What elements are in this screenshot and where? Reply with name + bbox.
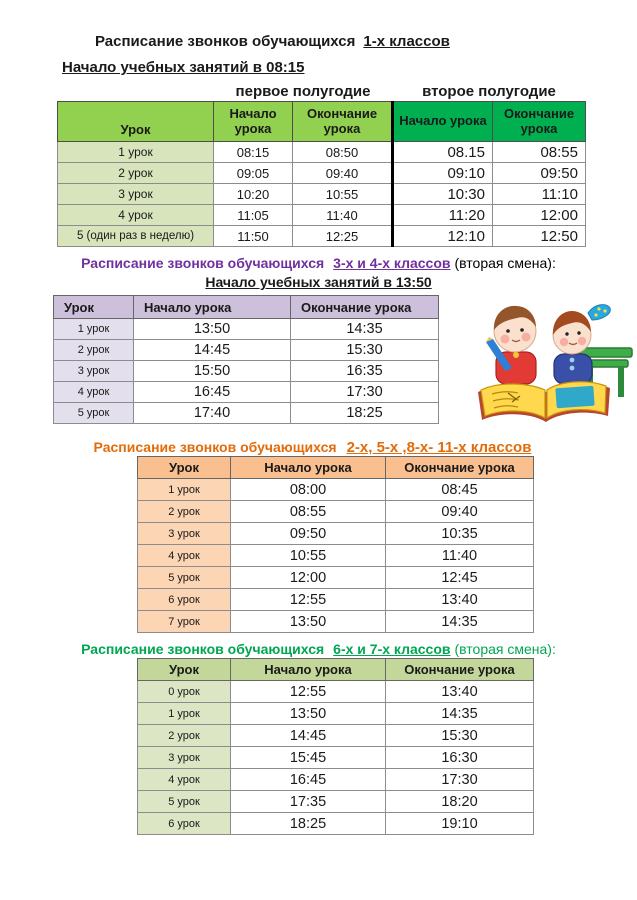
table-row <box>54 319 439 340</box>
section2-title-prefix: Расписание звонков обучающихся <box>81 255 325 271</box>
lesson-label: 3 урок <box>138 747 231 769</box>
time-cell: 09:50 <box>493 163 586 184</box>
lesson-label: 3 урок <box>58 184 214 205</box>
lesson-label: 2 урок <box>138 501 231 523</box>
lesson-label: 4 урок <box>138 545 231 567</box>
first-halfyear-label: первое полугодие <box>235 83 371 100</box>
col-header-lesson: Урок <box>138 457 231 479</box>
section4-title-classes: 6-х и 7-х классов <box>333 641 451 657</box>
col-header-end-h2: Окончание урока <box>493 102 586 142</box>
table-row <box>138 813 534 835</box>
lesson-label: 1 урок <box>138 479 231 501</box>
time-cell: 10:55 <box>293 184 393 205</box>
girl-figure <box>553 305 610 384</box>
lesson-label: 3 урок <box>138 523 231 545</box>
table-row <box>138 611 534 633</box>
table-row <box>54 403 439 424</box>
lesson-label: 6 урок <box>138 813 231 835</box>
time-cell: 15:30 <box>386 725 534 747</box>
grade2-5-8-11-schedule-table <box>137 456 534 633</box>
col-header-end: Окончание урока <box>386 457 534 479</box>
time-cell: 08:15 <box>214 142 293 163</box>
section2-subtitle: Начало учебных занятий в 13:50 <box>205 274 432 290</box>
col-header-end-h1: Окончание урока <box>293 102 393 142</box>
col-header-start-h2: Начало урока <box>393 102 493 142</box>
time-cell: 11:40 <box>386 545 534 567</box>
table-row <box>138 589 534 611</box>
time-cell: 08:50 <box>293 142 393 163</box>
time-cell: 12:50 <box>493 226 586 247</box>
section1-title <box>95 33 450 50</box>
lesson-label: 4 урок <box>54 382 134 403</box>
time-cell: 13:40 <box>386 681 534 703</box>
table-row <box>58 163 586 184</box>
section2-title <box>40 255 597 271</box>
time-cell: 18:25 <box>291 403 439 424</box>
lesson-label: 5 урок <box>138 791 231 813</box>
lesson-label: 2 урок <box>58 163 214 184</box>
table-header-row <box>54 296 439 319</box>
time-cell: 11:50 <box>214 226 293 247</box>
section4-title-suffix: (вторая смена): <box>454 641 556 657</box>
table-row <box>138 703 534 725</box>
table-row <box>54 382 439 403</box>
time-cell: 08:00 <box>231 479 386 501</box>
time-cell: 18:20 <box>386 791 534 813</box>
time-cell: 17:40 <box>134 403 291 424</box>
time-cell: 14:35 <box>386 703 534 725</box>
section1-subtitle: Начало учебных занятий в 08:15 <box>62 59 305 76</box>
table-header-row <box>138 457 534 479</box>
col-header-start: Начало урока <box>231 659 386 681</box>
col-header-lesson: Урок <box>54 296 134 319</box>
time-cell: 16:35 <box>291 361 439 382</box>
time-cell: 12:00 <box>231 567 386 589</box>
time-cell: 10:20 <box>214 184 293 205</box>
table-row <box>58 226 586 247</box>
table-header-row <box>138 659 534 681</box>
time-cell: 09:40 <box>293 163 393 184</box>
time-cell: 11:40 <box>293 205 393 226</box>
col-header-lesson: Урок <box>138 659 231 681</box>
table-row <box>138 725 534 747</box>
time-cell: 17:30 <box>386 769 534 791</box>
time-cell: 12:55 <box>231 681 386 703</box>
lesson-label: 2 урок <box>54 340 134 361</box>
table-row <box>54 361 439 382</box>
time-cell: 18:25 <box>231 813 386 835</box>
table-header-row <box>58 102 586 142</box>
col-header-end: Окончание урока <box>291 296 439 319</box>
time-cell: 08:45 <box>386 479 534 501</box>
lesson-label: 3 урок <box>54 361 134 382</box>
time-cell: 15:45 <box>231 747 386 769</box>
col-header-end: Окончание урока <box>386 659 534 681</box>
lesson-label: 1 урок <box>58 142 214 163</box>
lesson-label: 4 урок <box>58 205 214 226</box>
lesson-label: 7 урок <box>138 611 231 633</box>
time-cell: 19:10 <box>386 813 534 835</box>
time-cell: 16:45 <box>134 382 291 403</box>
lesson-label: 1 урок <box>138 703 231 725</box>
lesson-label: 5 урок <box>138 567 231 589</box>
hair-bow-icon <box>588 305 610 320</box>
time-cell: 09:05 <box>214 163 293 184</box>
table-row <box>138 791 534 813</box>
table-row <box>138 769 534 791</box>
time-cell: 16:30 <box>386 747 534 769</box>
table-row <box>138 501 534 523</box>
time-cell: 08.15 <box>393 142 493 163</box>
col-header-start: Начало урока <box>134 296 291 319</box>
col-header-start-h1: Начало урока <box>214 102 293 142</box>
open-book-icon <box>478 382 610 422</box>
section4-title-prefix: Расписание звонков обучающихся <box>81 641 325 657</box>
lesson-label: 2 урок <box>138 725 231 747</box>
time-cell: 12:45 <box>386 567 534 589</box>
grade3-4-schedule-table <box>53 295 439 424</box>
time-cell: 12:00 <box>493 205 586 226</box>
time-cell: 13:50 <box>231 703 386 725</box>
time-cell: 10:30 <box>393 184 493 205</box>
grade1-schedule-table <box>57 101 586 247</box>
time-cell: 14:35 <box>291 319 439 340</box>
boy-figure <box>486 306 536 384</box>
time-cell: 14:35 <box>386 611 534 633</box>
time-cell: 10:35 <box>386 523 534 545</box>
time-cell: 16:45 <box>231 769 386 791</box>
time-cell: 11:05 <box>214 205 293 226</box>
table-row <box>138 545 534 567</box>
table-row <box>58 205 586 226</box>
table-row <box>58 142 586 163</box>
section1-title-classes: 1-х классов <box>363 33 450 50</box>
time-cell: 15:30 <box>291 340 439 361</box>
col-header-lesson: Урок <box>58 102 214 142</box>
time-cell: 09:40 <box>386 501 534 523</box>
lesson-label: 6 урок <box>138 589 231 611</box>
col-header-start: Начало урока <box>231 457 386 479</box>
time-cell: 14:45 <box>231 725 386 747</box>
time-cell: 09:10 <box>393 163 493 184</box>
table-row <box>58 184 586 205</box>
lesson-label: 4 урок <box>138 769 231 791</box>
time-cell: 17:35 <box>231 791 386 813</box>
time-cell: 10:55 <box>231 545 386 567</box>
time-cell: 17:30 <box>291 382 439 403</box>
time-cell: 08:55 <box>493 142 586 163</box>
table-row <box>54 340 439 361</box>
table-row <box>138 523 534 545</box>
section1-title-prefix: Расписание звонков обучающихся <box>95 33 356 50</box>
table-row <box>138 479 534 501</box>
time-cell: 11:20 <box>393 205 493 226</box>
section3-title <box>30 439 595 456</box>
time-cell: 13:50 <box>231 611 386 633</box>
lesson-label: 5 урок <box>54 403 134 424</box>
time-cell: 08:55 <box>231 501 386 523</box>
lesson-label: 0 урок <box>138 681 231 703</box>
table-row <box>138 747 534 769</box>
grade6-7-schedule-table <box>137 658 534 835</box>
time-cell: 12:10 <box>393 226 493 247</box>
section4-title <box>30 641 607 657</box>
time-cell: 09:50 <box>231 523 386 545</box>
table-row <box>138 567 534 589</box>
lesson-label: 5 (один раз в неделю) <box>58 226 214 247</box>
time-cell: 12:55 <box>231 589 386 611</box>
section3-title-prefix: Расписание звонков обучающихся <box>93 439 337 455</box>
time-cell: 13:50 <box>134 319 291 340</box>
section2-title-suffix: (вторая смена): <box>454 255 556 271</box>
time-cell: 13:40 <box>386 589 534 611</box>
time-cell: 15:50 <box>134 361 291 382</box>
second-halfyear-label: второе полугодие <box>422 83 556 100</box>
lesson-label: 1 урок <box>54 319 134 340</box>
section3-title-classes: 2-х, 5-х ,8-х- 11-х классов <box>346 439 532 456</box>
time-cell: 14:45 <box>134 340 291 361</box>
section2-title-classes: 3-х и 4-х классов <box>333 255 451 271</box>
time-cell: 11:10 <box>493 184 586 205</box>
time-cell: 12:25 <box>293 226 393 247</box>
table-row <box>138 681 534 703</box>
children-reading-illustration <box>460 290 637 430</box>
